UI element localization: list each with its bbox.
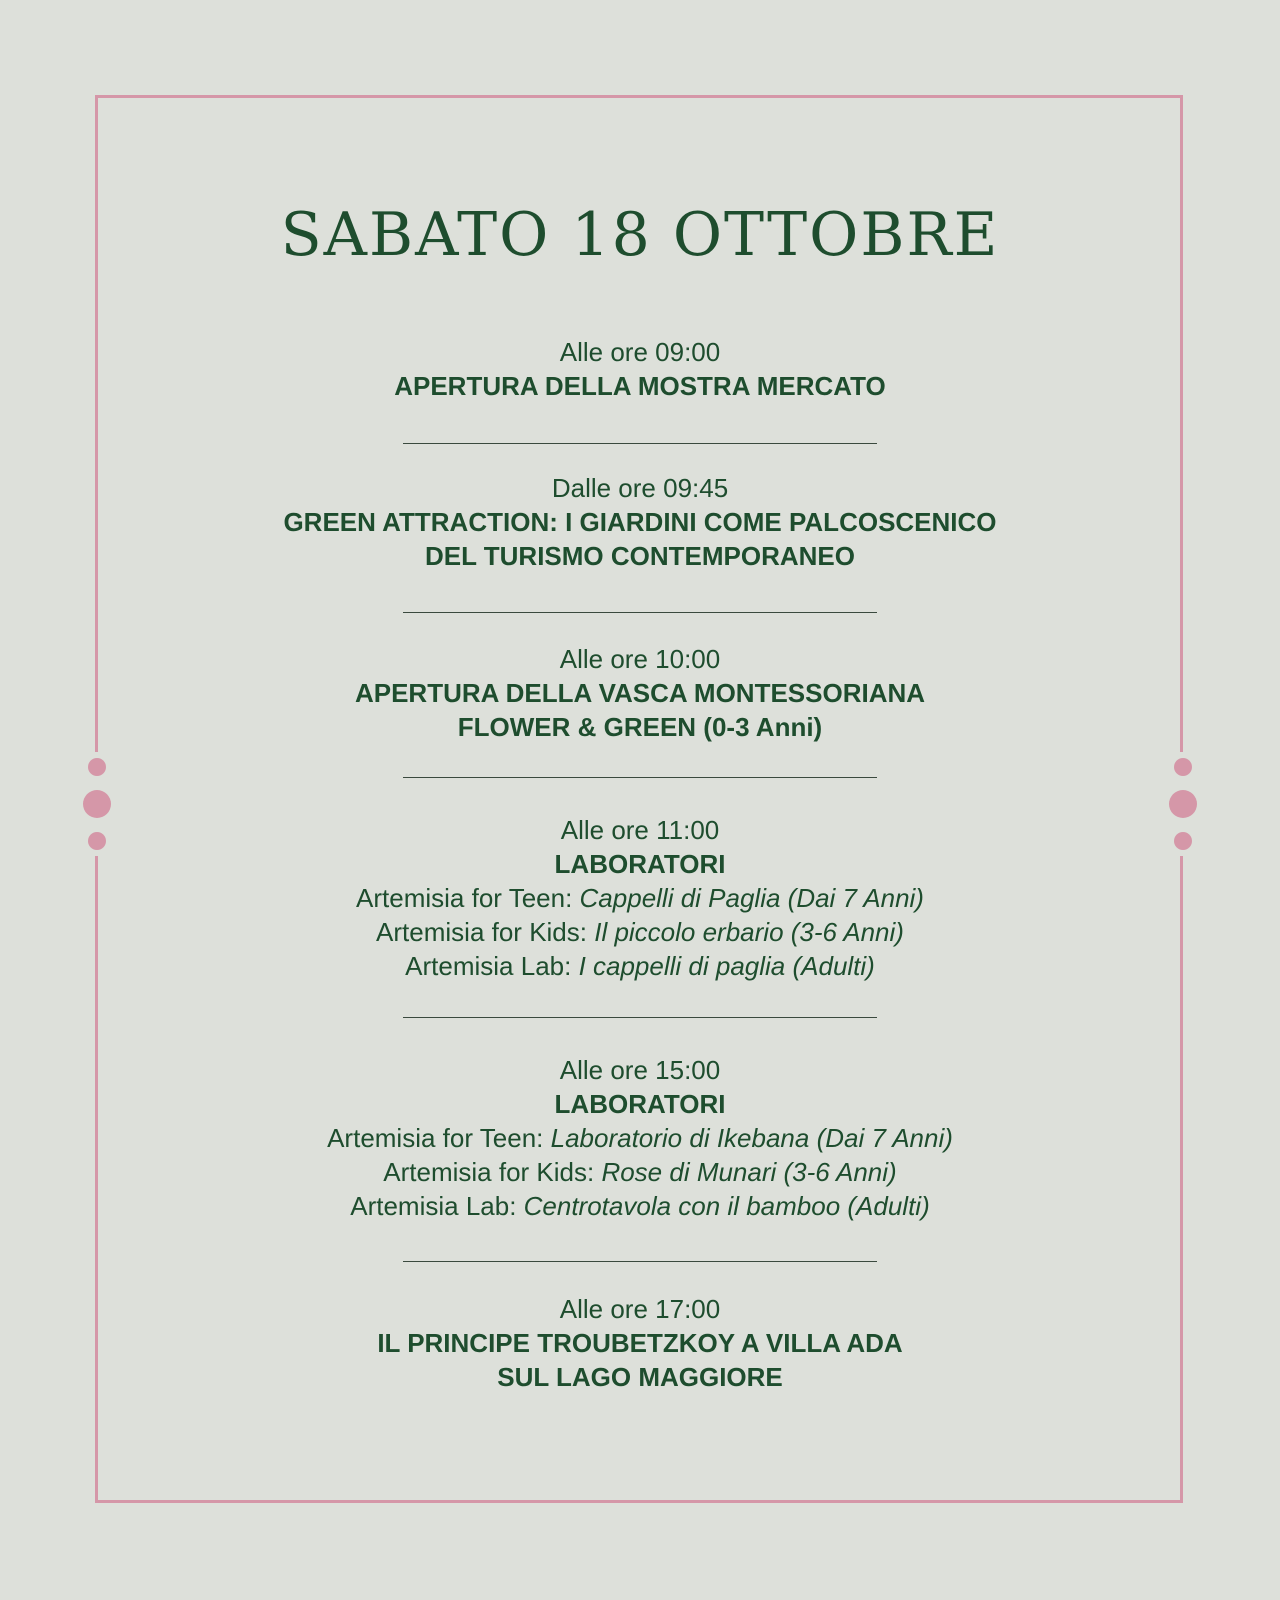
page-title: SABATO 18 OTTOBRE xyxy=(280,200,1000,270)
lab-title: Cappelli di Paglia (Dai 7 Anni) xyxy=(579,883,924,913)
event-time: Dalle ore 09:45 xyxy=(551,473,729,503)
lab-item xyxy=(0,915,1280,949)
event-name-line-2: SUL LAGO MAGGIORE xyxy=(497,1362,783,1392)
event-name-line-2: FLOWER & GREEN (0-3 Anni) xyxy=(457,712,823,742)
event-name: LABORATORI xyxy=(554,1089,726,1119)
dot-icon xyxy=(88,758,106,776)
divider xyxy=(403,612,877,613)
event-1500 xyxy=(0,1053,1280,1223)
lab-title: Il piccolo erbario (3-6 Anni) xyxy=(594,917,904,947)
event-name: APERTURA DELLA MOSTRA MERCATO xyxy=(394,371,886,401)
lab-title: Laboratorio di Ikebana (Dai 7 Anni) xyxy=(550,1123,953,1153)
divider xyxy=(403,443,877,444)
event-time: Alle ore 10:00 xyxy=(559,644,721,674)
lab-label: Artemisia Lab: xyxy=(405,951,579,981)
event-time: Alle ore 09:00 xyxy=(559,337,721,367)
event-time: Alle ore 15:00 xyxy=(559,1055,721,1085)
lab-title: Centrotavola con il bamboo (Adulti) xyxy=(523,1191,930,1221)
lab-item xyxy=(0,1189,1280,1223)
lab-label: Artemisia for Kids: xyxy=(376,917,595,947)
lab-title: I cappelli di paglia (Adulti) xyxy=(578,951,875,981)
lab-title: Rose di Munari (3-6 Anni) xyxy=(601,1157,897,1187)
lab-item xyxy=(0,1155,1280,1189)
lab-item xyxy=(0,949,1280,983)
event-name-line-2: DEL TURISMO CONTEMPORANEO xyxy=(425,541,855,571)
event-name-line-1: GREEN ATTRACTION: I GIARDINI COME PALCOSCENICO xyxy=(283,507,997,537)
event-name: LABORATORI xyxy=(554,849,726,879)
lab-item xyxy=(0,881,1280,915)
event-name-line-1: IL PRINCIPE TROUBETZKOY A VILLA ADA xyxy=(377,1328,903,1358)
event-0900 xyxy=(0,335,1280,403)
event-0945 xyxy=(0,471,1280,573)
divider xyxy=(403,1017,877,1018)
event-1000 xyxy=(0,642,1280,744)
event-time: Alle ore 17:00 xyxy=(559,1294,721,1324)
divider xyxy=(403,1261,877,1262)
event-name-line-1: APERTURA DELLA VASCA MONTESSORIANA xyxy=(354,678,926,708)
lab-label: Artemisia for Teen: xyxy=(327,1123,551,1153)
lab-label: Artemisia for Kids: xyxy=(383,1157,602,1187)
event-time: Alle ore 11:00 xyxy=(560,815,720,845)
lab-item xyxy=(0,1121,1280,1155)
event-1700 xyxy=(0,1292,1280,1394)
lab-label: Artemisia Lab: xyxy=(350,1191,524,1221)
dot-icon xyxy=(1174,758,1192,776)
lab-label: Artemisia for Teen: xyxy=(356,883,580,913)
event-1100 xyxy=(0,813,1280,983)
divider xyxy=(403,777,877,778)
